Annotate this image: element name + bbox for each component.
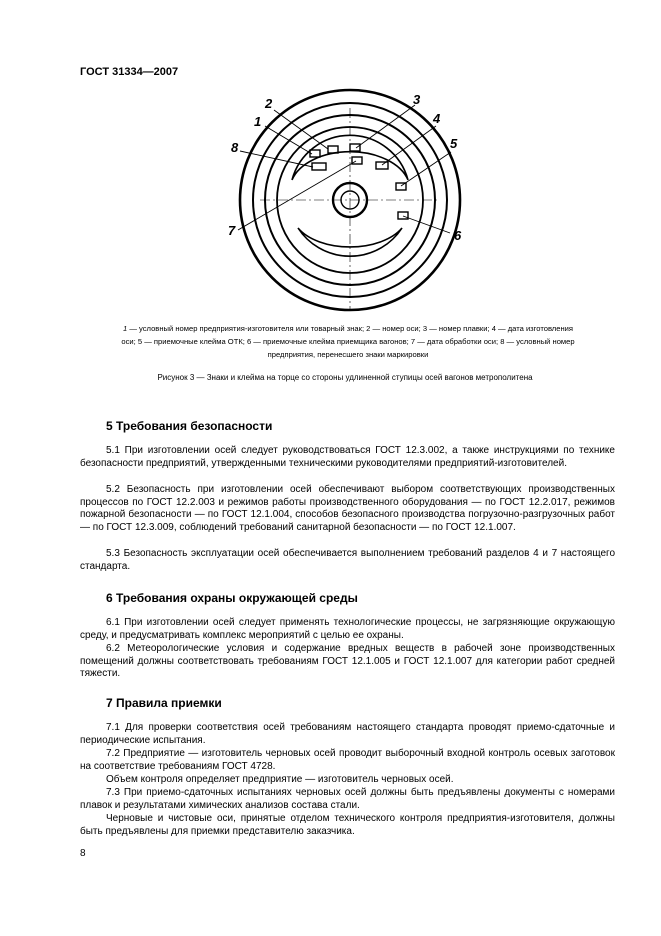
figure-caption-line-3: предприятия, перенесшего знаки маркировки (267, 350, 429, 359)
paragraph-7-2-extra: Объем контроля определяет предприятие — изготовитель черновых осей. (106, 774, 454, 785)
paragraph-6-2: 6.2 Метеорологические условия и содержание вредных веществ в рабочей зоне производственных помещений должны соответствовать требованиям ГОСТ 12.1.005 и ГОСТ 12.1.007 для категории работ средней тяжести. (80, 643, 615, 680)
document-header: ГОСТ 31334—2007 (80, 66, 179, 78)
paragraph-7-3-extra: Черновые и чистовые оси, принятые отделом технического контроля предприятия-изготовителя, должны быть предъявлены для приемки представителю заказчика. (80, 813, 615, 837)
figure-label-5: 5 (450, 136, 458, 151)
paragraph-7-3: 7.3 При приемо-сдаточных испытаниях черновых осей должны быть предъявлены документы с номерами плавок и результатами химических анализов состава стали. (80, 787, 615, 811)
section-6-heading: 6 Требования охраны окружающей среды (106, 591, 358, 605)
paragraph-5-2: 5.2 Безопасность при изготовлении осей обеспечивают выбором соответствующих производственных процессов по ГОСТ 12.2.003 и режимов работы производственного оборудования — по ГОСТ 12.2.017, режимов пожарной безопасности — по ГОСТ 12.1.004, способов безопасного производства погрузочно-разгрузочных работ — по ГОСТ 12.3.009, соблюдений требований санитарной безопасности — по ГОСТ 12.1.007. (80, 484, 615, 534)
figure-label-4: 4 (433, 111, 441, 126)
figure-label-8: 8 (231, 140, 239, 155)
stamp-4 (376, 162, 388, 169)
stamp-3 (350, 144, 360, 151)
paragraph-5-1: 5.1 При изготовлении осей следует руководствоваться ГОСТ 12.3.002, а также инструкциями по технике безопасности предприятий, утвержденными техническими руководителями предприятий-изготовителей. (80, 445, 615, 469)
figure-label-7: 7 (228, 223, 236, 238)
stamp-6 (398, 212, 408, 219)
figure-label-6: 6 (454, 228, 462, 243)
figure-label-1: 1 (254, 114, 262, 129)
section-7-heading: 7 Правила приемки (106, 696, 222, 710)
stamp-8 (312, 163, 326, 170)
axle-end-marking-figure (210, 88, 500, 320)
figure-label-2: 2 (265, 96, 273, 111)
figure-title: Рисунок 3 — Знаки и клейма на торце со стороны удлиненной ступицы осей вагонов метрополитена (157, 373, 533, 382)
paragraph-7-1: 7.1 Для проверки соответствия осей требованиям настоящего стандарта проводят приемо-сдаточные и периодические испытания. (80, 722, 615, 746)
paragraph-7-2: 7.2 Предприятие — изготовитель черновых осей проводит выборочный входной контроль осевых заготовок на соответствие требованиям ГОСТ 4728. (80, 748, 615, 772)
section-5-heading: 5 Требования безопасности (106, 419, 273, 433)
paragraph-6-1: 6.1 При изготовлении осей следует применять технологические процессы, не загрязняющие окружающую среду, и предусматривать комплекс мероприятий с целью ее охраны. (80, 617, 615, 641)
figure-caption-line-1: 1 — условный номер предприятия-изготовителя или товарный знак; 2 — номер оси; 3 — номер плавки; 4 — дата изготовления (122, 324, 574, 333)
figure-caption-line-2: оси; 5 — приемочные клейма ОТК; 6 — приемочные клейма приемщика вагонов; 7 — дата обработки оси; 8 — условный номер (121, 337, 575, 346)
page-number: 8 (80, 848, 86, 859)
paragraph-5-3: 5.3 Безопасность эксплуатации осей обеспечивается выполнением требований разделов 4 и 7 настоящего стандарта. (80, 548, 615, 572)
figure-label-3: 3 (413, 92, 421, 107)
